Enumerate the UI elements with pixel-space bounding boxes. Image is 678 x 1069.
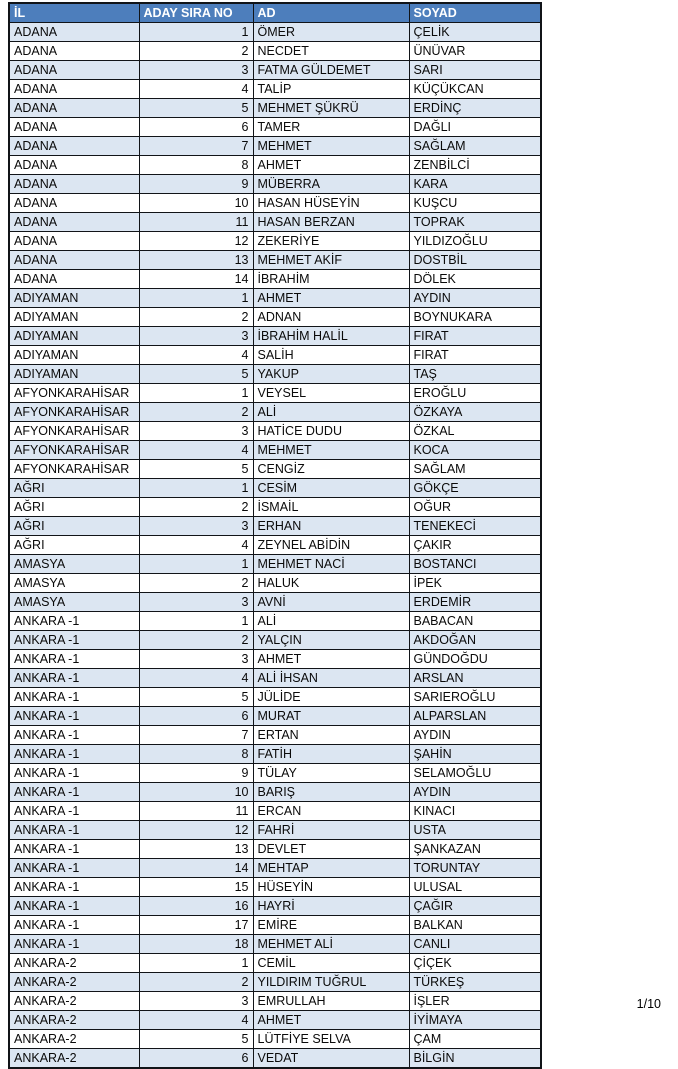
cell-il: ADIYAMAN	[9, 308, 139, 327]
cell-il: ADANA	[9, 156, 139, 175]
cell-aday-sira-no: 5	[139, 365, 253, 384]
cell-aday-sira-no: 5	[139, 688, 253, 707]
cell-ad: ERTAN	[253, 726, 409, 745]
cell-il: ADANA	[9, 118, 139, 137]
cell-il: ADANA	[9, 61, 139, 80]
table-row	[9, 650, 541, 669]
cell-il: AĞRI	[9, 498, 139, 517]
cell-il: ANKARA -1	[9, 688, 139, 707]
cell-aday-sira-no: 3	[139, 327, 253, 346]
table-row	[9, 270, 541, 289]
cell-soyad: ERDEMİR	[409, 593, 541, 612]
cell-soyad: DOSTBİL	[409, 251, 541, 270]
cell-soyad: ŞAHİN	[409, 745, 541, 764]
cell-aday-sira-no: 1	[139, 555, 253, 574]
table-row	[9, 707, 541, 726]
cell-ad: HASAN HÜSEYİN	[253, 194, 409, 213]
cell-soyad: KOCA	[409, 441, 541, 460]
cell-ad: CEMİL	[253, 954, 409, 973]
cell-il: ANKARA -1	[9, 726, 139, 745]
cell-ad: ALİ	[253, 403, 409, 422]
cell-soyad: AKDOĞAN	[409, 631, 541, 650]
table-row	[9, 764, 541, 783]
cell-soyad: ÇAĞIR	[409, 897, 541, 916]
cell-soyad: YILDIZOĞLU	[409, 232, 541, 251]
cell-soyad: ALPARSLAN	[409, 707, 541, 726]
table-row	[9, 593, 541, 612]
cell-ad: JÜLİDE	[253, 688, 409, 707]
table-row	[9, 897, 541, 916]
cell-il: AFYONKARAHİSAR	[9, 460, 139, 479]
cell-ad: LÜTFİYE SELVA	[253, 1030, 409, 1049]
cell-il: ANKARA -1	[9, 631, 139, 650]
table-row	[9, 517, 541, 536]
cell-aday-sira-no: 6	[139, 118, 253, 137]
cell-il: ANKARA -1	[9, 897, 139, 916]
table-row	[9, 574, 541, 593]
table-row	[9, 726, 541, 745]
cell-aday-sira-no: 3	[139, 593, 253, 612]
cell-soyad: ZENBİLCİ	[409, 156, 541, 175]
table-row	[9, 840, 541, 859]
cell-ad: ÖMER	[253, 23, 409, 42]
cell-aday-sira-no: 14	[139, 270, 253, 289]
cell-aday-sira-no: 17	[139, 916, 253, 935]
table-row	[9, 403, 541, 422]
cell-ad: AVNİ	[253, 593, 409, 612]
cell-soyad: ULUSAL	[409, 878, 541, 897]
table-row	[9, 783, 541, 802]
cell-soyad: İŞLER	[409, 992, 541, 1011]
cell-aday-sira-no: 9	[139, 175, 253, 194]
cell-ad: EMRULLAH	[253, 992, 409, 1011]
cell-soyad: DAĞLI	[409, 118, 541, 137]
cell-il: ANKARA-2	[9, 973, 139, 992]
cell-il: ADANA	[9, 213, 139, 232]
cell-soyad: FIRAT	[409, 346, 541, 365]
cell-ad: BARIŞ	[253, 783, 409, 802]
table-row	[9, 935, 541, 954]
cell-ad: ALİ	[253, 612, 409, 631]
cell-ad: AHMET	[253, 289, 409, 308]
table-row	[9, 688, 541, 707]
table-row	[9, 289, 541, 308]
cell-il: ADANA	[9, 42, 139, 61]
table-row	[9, 99, 541, 118]
cell-aday-sira-no: 1	[139, 384, 253, 403]
table-row	[9, 308, 541, 327]
table-row	[9, 232, 541, 251]
table-row	[9, 802, 541, 821]
cell-aday-sira-no: 10	[139, 194, 253, 213]
cell-ad: NECDET	[253, 42, 409, 61]
table-row	[9, 346, 541, 365]
table-row	[9, 631, 541, 650]
cell-ad: CENGİZ	[253, 460, 409, 479]
cell-soyad: BOSTANCI	[409, 555, 541, 574]
cell-il: ANKARA-2	[9, 954, 139, 973]
cell-soyad: ÇAM	[409, 1030, 541, 1049]
cell-soyad: ÖZKAYA	[409, 403, 541, 422]
table-row	[9, 536, 541, 555]
cell-aday-sira-no: 11	[139, 802, 253, 821]
cell-il: ADANA	[9, 175, 139, 194]
cell-ad: MURAT	[253, 707, 409, 726]
cell-aday-sira-no: 11	[139, 213, 253, 232]
table-row	[9, 175, 541, 194]
cell-ad: MEHMET	[253, 137, 409, 156]
cell-soyad: KINACI	[409, 802, 541, 821]
table-row	[9, 422, 541, 441]
cell-soyad: TAŞ	[409, 365, 541, 384]
table-row	[9, 156, 541, 175]
cell-il: ADANA	[9, 232, 139, 251]
table-row	[9, 23, 541, 42]
cell-soyad: KÜÇÜKCAN	[409, 80, 541, 99]
cell-ad: MEHTAP	[253, 859, 409, 878]
cell-aday-sira-no: 18	[139, 935, 253, 954]
cell-il: ANKARA -1	[9, 821, 139, 840]
cell-aday-sira-no: 2	[139, 498, 253, 517]
header-aday-sira-no: ADAY SIRA NO	[139, 3, 253, 23]
cell-soyad: TÜRKEŞ	[409, 973, 541, 992]
cell-ad: HÜSEYİN	[253, 878, 409, 897]
cell-ad: CESİM	[253, 479, 409, 498]
cell-il: ANKARA -1	[9, 840, 139, 859]
cell-soyad: KUŞCU	[409, 194, 541, 213]
table-row	[9, 194, 541, 213]
cell-aday-sira-no: 3	[139, 650, 253, 669]
cell-soyad: BİLGİN	[409, 1049, 541, 1069]
table-row	[9, 479, 541, 498]
cell-aday-sira-no: 16	[139, 897, 253, 916]
table-row	[9, 821, 541, 840]
cell-il: AFYONKARAHİSAR	[9, 403, 139, 422]
cell-aday-sira-no: 2	[139, 308, 253, 327]
cell-aday-sira-no: 2	[139, 574, 253, 593]
cell-aday-sira-no: 5	[139, 99, 253, 118]
cell-aday-sira-no: 9	[139, 764, 253, 783]
cell-ad: AHMET	[253, 650, 409, 669]
cell-ad: AHMET	[253, 156, 409, 175]
cell-soyad: EROĞLU	[409, 384, 541, 403]
cell-soyad: SAĞLAM	[409, 137, 541, 156]
cell-il: ADIYAMAN	[9, 365, 139, 384]
cell-il: ADANA	[9, 80, 139, 99]
cell-il: AĞRI	[9, 479, 139, 498]
cell-soyad: TENEKECİ	[409, 517, 541, 536]
table-row	[9, 384, 541, 403]
table-row	[9, 973, 541, 992]
cell-il: ANKARA -1	[9, 707, 139, 726]
cell-aday-sira-no: 14	[139, 859, 253, 878]
cell-aday-sira-no: 3	[139, 61, 253, 80]
table-row	[9, 441, 541, 460]
cell-soyad: TORUNTAY	[409, 859, 541, 878]
cell-il: ANKARA-2	[9, 992, 139, 1011]
cell-aday-sira-no: 8	[139, 156, 253, 175]
table-row	[9, 745, 541, 764]
cell-ad: YAKUP	[253, 365, 409, 384]
cell-ad: MEHMET ALİ	[253, 935, 409, 954]
cell-il: ANKARA-2	[9, 1049, 139, 1069]
cell-soyad: GÜNDOĞDU	[409, 650, 541, 669]
cell-il: ANKARA-2	[9, 1030, 139, 1049]
cell-ad: AHMET	[253, 1011, 409, 1030]
cell-il: ANKARA -1	[9, 935, 139, 954]
cell-ad: YILDIRIM TUĞRUL	[253, 973, 409, 992]
cell-il: ADANA	[9, 270, 139, 289]
cell-il: AMASYA	[9, 574, 139, 593]
cell-ad: YALÇIN	[253, 631, 409, 650]
cell-ad: EMİRE	[253, 916, 409, 935]
table-row	[9, 61, 541, 80]
cell-soyad: USTA	[409, 821, 541, 840]
header-row	[9, 3, 541, 23]
cell-aday-sira-no: 2	[139, 42, 253, 61]
cell-aday-sira-no: 13	[139, 840, 253, 859]
cell-ad: İBRAHİM	[253, 270, 409, 289]
cell-ad: VEYSEL	[253, 384, 409, 403]
cell-soyad: İPEK	[409, 574, 541, 593]
cell-soyad: TOPRAK	[409, 213, 541, 232]
cell-aday-sira-no: 2	[139, 403, 253, 422]
cell-il: AFYONKARAHİSAR	[9, 441, 139, 460]
table-row	[9, 669, 541, 688]
table-row	[9, 954, 541, 973]
table-row	[9, 137, 541, 156]
cell-ad: TAMER	[253, 118, 409, 137]
cell-aday-sira-no: 5	[139, 1030, 253, 1049]
cell-ad: ALİ İHSAN	[253, 669, 409, 688]
cell-aday-sira-no: 13	[139, 251, 253, 270]
cell-il: AĞRI	[9, 517, 139, 536]
cell-il: AMASYA	[9, 593, 139, 612]
cell-soyad: ÜNÜVAR	[409, 42, 541, 61]
cell-aday-sira-no: 4	[139, 1011, 253, 1030]
cell-il: ANKARA -1	[9, 878, 139, 897]
cell-ad: MÜBERRA	[253, 175, 409, 194]
cell-il: ANKARA -1	[9, 745, 139, 764]
cell-aday-sira-no: 3	[139, 422, 253, 441]
table-row	[9, 1011, 541, 1030]
cell-il: ANKARA -1	[9, 859, 139, 878]
cell-soyad: ÇİÇEK	[409, 954, 541, 973]
cell-il: AĞRI	[9, 536, 139, 555]
cell-aday-sira-no: 1	[139, 289, 253, 308]
table-row	[9, 555, 541, 574]
cell-ad: ZEKERİYE	[253, 232, 409, 251]
table-row	[9, 992, 541, 1011]
cell-soyad: SARI	[409, 61, 541, 80]
cell-aday-sira-no: 10	[139, 783, 253, 802]
header-il: İL	[9, 3, 139, 23]
cell-ad: DEVLET	[253, 840, 409, 859]
cell-soyad: CANLI	[409, 935, 541, 954]
cell-aday-sira-no: 1	[139, 23, 253, 42]
cell-soyad: ARSLAN	[409, 669, 541, 688]
cell-ad: MEHMET	[253, 441, 409, 460]
cell-soyad: SAĞLAM	[409, 460, 541, 479]
cell-soyad: FIRAT	[409, 327, 541, 346]
cell-aday-sira-no: 4	[139, 441, 253, 460]
cell-soyad: KARA	[409, 175, 541, 194]
cell-il: ADIYAMAN	[9, 289, 139, 308]
cell-il: ADIYAMAN	[9, 346, 139, 365]
cell-soyad: BALKAN	[409, 916, 541, 935]
cell-aday-sira-no: 12	[139, 232, 253, 251]
cell-ad: FATİH	[253, 745, 409, 764]
table-row	[9, 42, 541, 61]
cell-aday-sira-no: 5	[139, 460, 253, 479]
cell-ad: İSMAİL	[253, 498, 409, 517]
cell-soyad: AYDIN	[409, 289, 541, 308]
cell-ad: MEHMET NACİ	[253, 555, 409, 574]
cell-il: ADANA	[9, 137, 139, 156]
candidate-table	[8, 2, 542, 1069]
cell-il: ADANA	[9, 99, 139, 118]
cell-soyad: ŞANKAZAN	[409, 840, 541, 859]
cell-il: ANKARA -1	[9, 612, 139, 631]
cell-soyad: ÇELİK	[409, 23, 541, 42]
cell-aday-sira-no: 3	[139, 992, 253, 1011]
cell-aday-sira-no: 1	[139, 612, 253, 631]
cell-aday-sira-no: 7	[139, 137, 253, 156]
cell-aday-sira-no: 8	[139, 745, 253, 764]
cell-ad: HAYRİ	[253, 897, 409, 916]
table-row	[9, 118, 541, 137]
cell-ad: MEHMET AKİF	[253, 251, 409, 270]
table-row	[9, 460, 541, 479]
cell-ad: TÜLAY	[253, 764, 409, 783]
cell-ad: ADNAN	[253, 308, 409, 327]
cell-il: AFYONKARAHİSAR	[9, 384, 139, 403]
table-row	[9, 916, 541, 935]
table-row	[9, 498, 541, 517]
cell-ad: HALUK	[253, 574, 409, 593]
table-header	[9, 3, 541, 23]
cell-il: ANKARA -1	[9, 802, 139, 821]
cell-aday-sira-no: 2	[139, 973, 253, 992]
page-number: 1/10	[636, 997, 661, 1011]
table-row	[9, 878, 541, 897]
cell-aday-sira-no: 6	[139, 1049, 253, 1069]
cell-il: ADIYAMAN	[9, 327, 139, 346]
table-row	[9, 213, 541, 232]
cell-soyad: GÖKÇE	[409, 479, 541, 498]
cell-il: ADANA	[9, 194, 139, 213]
cell-soyad: AYDIN	[409, 783, 541, 802]
cell-ad: İBRAHİM HALİL	[253, 327, 409, 346]
table-row	[9, 327, 541, 346]
cell-ad: HASAN BERZAN	[253, 213, 409, 232]
cell-soyad: İYİMAYA	[409, 1011, 541, 1030]
table-row	[9, 612, 541, 631]
header-ad: AD	[253, 3, 409, 23]
cell-aday-sira-no: 12	[139, 821, 253, 840]
cell-ad: SALİH	[253, 346, 409, 365]
cell-soyad: ERDİNÇ	[409, 99, 541, 118]
cell-il: ANKARA-2	[9, 1011, 139, 1030]
table-row	[9, 251, 541, 270]
cell-ad: TALİP	[253, 80, 409, 99]
cell-aday-sira-no: 2	[139, 631, 253, 650]
table-row	[9, 1030, 541, 1049]
table-row	[9, 80, 541, 99]
cell-il: ANKARA -1	[9, 916, 139, 935]
cell-aday-sira-no: 6	[139, 707, 253, 726]
cell-il: ANKARA -1	[9, 669, 139, 688]
cell-ad: MEHMET ŞÜKRÜ	[253, 99, 409, 118]
cell-ad: ERCAN	[253, 802, 409, 821]
cell-soyad: ÇAKIR	[409, 536, 541, 555]
cell-soyad: SARIEROĞLU	[409, 688, 541, 707]
cell-aday-sira-no: 4	[139, 669, 253, 688]
cell-il: AMASYA	[9, 555, 139, 574]
cell-il: ANKARA -1	[9, 650, 139, 669]
table-row	[9, 859, 541, 878]
cell-soyad: BOYNUKARA	[409, 308, 541, 327]
cell-aday-sira-no: 3	[139, 517, 253, 536]
cell-ad: VEDAT	[253, 1049, 409, 1069]
cell-ad: HATİCE DUDU	[253, 422, 409, 441]
cell-aday-sira-no: 7	[139, 726, 253, 745]
cell-il: ADANA	[9, 23, 139, 42]
cell-aday-sira-no: 15	[139, 878, 253, 897]
table-body	[9, 23, 541, 1069]
cell-soyad: ÖZKAL	[409, 422, 541, 441]
cell-il: ADANA	[9, 251, 139, 270]
cell-aday-sira-no: 4	[139, 80, 253, 99]
cell-il: ANKARA -1	[9, 764, 139, 783]
cell-soyad: DÖLEK	[409, 270, 541, 289]
cell-aday-sira-no: 1	[139, 954, 253, 973]
cell-soyad: OĞUR	[409, 498, 541, 517]
table-row	[9, 365, 541, 384]
cell-ad: FAHRİ	[253, 821, 409, 840]
cell-il: AFYONKARAHİSAR	[9, 422, 139, 441]
cell-soyad: AYDIN	[409, 726, 541, 745]
cell-ad: ZEYNEL ABİDİN	[253, 536, 409, 555]
cell-soyad: SELAMOĞLU	[409, 764, 541, 783]
cell-soyad: BABACAN	[409, 612, 541, 631]
cell-aday-sira-no: 1	[139, 479, 253, 498]
header-soyad: SOYAD	[409, 3, 541, 23]
cell-aday-sira-no: 4	[139, 536, 253, 555]
cell-il: ANKARA -1	[9, 783, 139, 802]
cell-ad: ERHAN	[253, 517, 409, 536]
table-row	[9, 1049, 541, 1069]
cell-aday-sira-no: 4	[139, 346, 253, 365]
cell-ad: FATMA GÜLDEMET	[253, 61, 409, 80]
